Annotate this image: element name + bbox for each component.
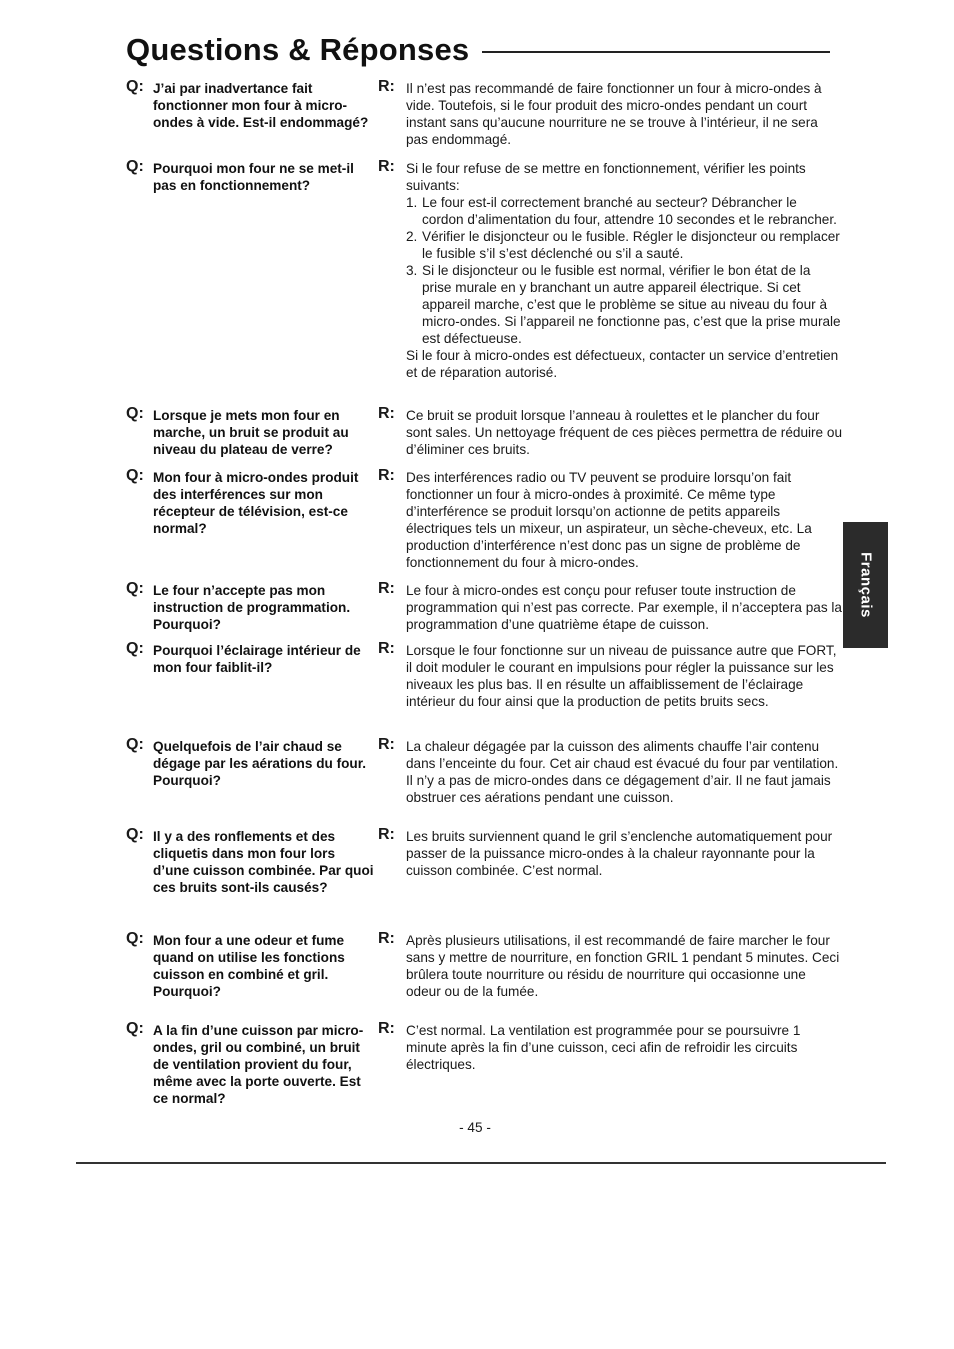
question-text: A la fin d’une cuisson par micro-ondes, gril ou combiné, un bruit de ventilation provient du four, même avec la porte ouverte. Est ce normal? [153,1023,364,1106]
question-text: Pourquoi l’éclairage intérieur de mon four faiblit-il? [153,643,361,675]
question-text: Pourquoi mon four ne se met-il pas en fonctionnement? [153,161,354,193]
answer-marker: R: [378,1020,395,1037]
answer-marker: R: [378,736,395,753]
question-marker: Q: [126,158,144,175]
answer-outro: Si le four à micro-ondes est défectueux, contacter un service d’entretien et de réparation autorisé. [406,348,839,380]
question-marker: Q: [126,736,144,753]
page-number: - 45 - [459,1120,491,1135]
checklist-item: 3. Si le disjoncteur ou le fusible est normal, vérifier le bon état de la prise murale en y branchant un autre appareil électrique. Si cet appareil marche, c’est que le problème se situe au niveau du four à micro-ondes. Si l’appareil ne fonctionne pas, c’est que la prise murale est défectueuse. [406,263,841,346]
answer-marker: R: [378,930,395,947]
answer-text [406,160,842,381]
question-text: Mon four a une odeur et fume quand on utilise les fonctions cuisson en combiné et gril. Pourquoi? [153,933,345,999]
answer-checklist [406,194,842,347]
answer-marker: R: [378,640,395,657]
checklist-item: 2. Vérifier le disjoncteur ou le fusible. Régler le disjoncteur ou remplacer le fusible s’il s’est déclenché ou s’il a sauté. [406,229,840,261]
checklist-item: 1. Le four est-il correctement branché au secteur? Débrancher le cordon d’alimentation du four, attendre 10 secondes et le rebrancher. [406,195,837,227]
question-marker: Q: [126,467,144,484]
answer-text: Après plusieurs utilisations, il est recommandé de faire marcher le four sans y mettre de nourriture, en fonction GRIL 1 pendant 5 minutes. Ceci brûlera toute nourriture ou résidu de nourriture qui occasionne une odeur ou de la fumée. [406,933,840,999]
answer-marker: R: [378,580,395,597]
question-marker: Q: [126,78,144,95]
answer-text: Les bruits surviennent quand le gril s’enclenche automatiquement pour passer de la puissance micro-ondes à la chaleur rayonnante pour la cuisson combinée. C’est normal. [406,829,833,878]
question-marker: Q: [126,1020,144,1037]
language-tab-label: Français [857,552,874,618]
question-marker: Q: [126,930,144,947]
answer-marker: R: [378,78,395,95]
answer-marker: R: [378,826,395,843]
question-text: Le four n’accepte pas mon instruction de programmation. Pourquoi? [153,583,351,632]
answer-text: C’est normal. La ventilation est programmée pour se poursuivre 1 minute après la fin d’une cuisson, ceci afin de refroidir les circuits électriques. [406,1023,801,1072]
question-text: Quelquefois de l’air chaud se dégage par les aérations du four. Pourquoi? [153,739,367,788]
question-text: Il y a des ronflements et des cliquetis dans mon four lors d’une cuisson combinée. Par quoi ces bruits sont-ils causés? [153,829,374,895]
answer-text: Le four à micro-ondes est conçu pour refuser toute instruction de programmation qui n’est pas correcte. Par exemple, il n’acceptera pas la programmation d’une quatrième étape de cuisson. [406,583,842,632]
page-title: Questions & Réponses [126,32,470,67]
title-rule [482,51,830,53]
answer-text: Il n’est pas recommandé de faire fonctionner un four à micro-ondes à vide. Toutefois, si le four produit des micro-ondes pendant un court instant sans qu’aucune nourriture ne se trouve à l’intérieur, il ne sera pas endommagé. [406,81,822,147]
page-header [126,30,832,70]
answer-marker: R: [378,158,395,175]
question-marker: Q: [126,826,144,843]
question-marker: Q: [126,580,144,597]
answer-intro: Si le four refuse de se mettre en fonctionnement, vérifier les points suivants: [406,161,806,193]
question-marker: Q: [126,640,144,657]
language-tab [843,522,888,648]
question-text: Lorsque je mets mon four en marche, un bruit se produit au niveau du plateau de verre? [153,408,349,457]
answer-text: La chaleur dégagée par la cuisson des aliments chauffe l’air contenu dans l’enceinte du four. Cet air chaud est évacué du four par ventilation. Il n’y a pas de micro-ondes dans ce dégagement d’air. Il ne faut jamais obstruer ces aérations pendant une cuisson. [406,739,839,805]
answer-marker: R: [378,405,395,422]
answer-marker: R: [378,467,395,484]
answer-text: Des interférences radio ou TV peuvent se produire lorsqu’on fait fonctionner un four à micro-ondes à proximité. Ce même type d’interférence se produit lorsqu’on actionne de petits appareils électriques tels un mixeur, un aspirateur, un sèche-cheveux, etc. La production d’interférence n’est donc pas un signe de problème de fonctionnement du four à micro-ondes. [406,470,812,570]
answer-text: Lorsque le four fonctionne sur un niveau de puissance autre que FORT, il doit moduler le courant en impulsions pour régler la puissance sur les niveaux les plus bas. Il en résulte un affaiblissement de l’éclairage intérieur du four ainsi que la production de petits bruits secs. [406,643,837,709]
question-text: J’ai par inadvertance fait fonctionner mon four à micro-ondes à vide. Est-il endommagé? [153,81,369,130]
answer-text: Ce bruit se produit lorsque l’anneau à roulettes et le plancher du four sont sales. Un nettoyage fréquent de ces pièces permettra de réduire ou d’éliminer ces bruits. [406,408,843,457]
question-marker: Q: [126,405,144,422]
footer-rule [76,1162,886,1164]
question-text: Mon four à micro-ondes produit des interférences sur mon récepteur de télévision, est-ce normal? [153,470,359,536]
